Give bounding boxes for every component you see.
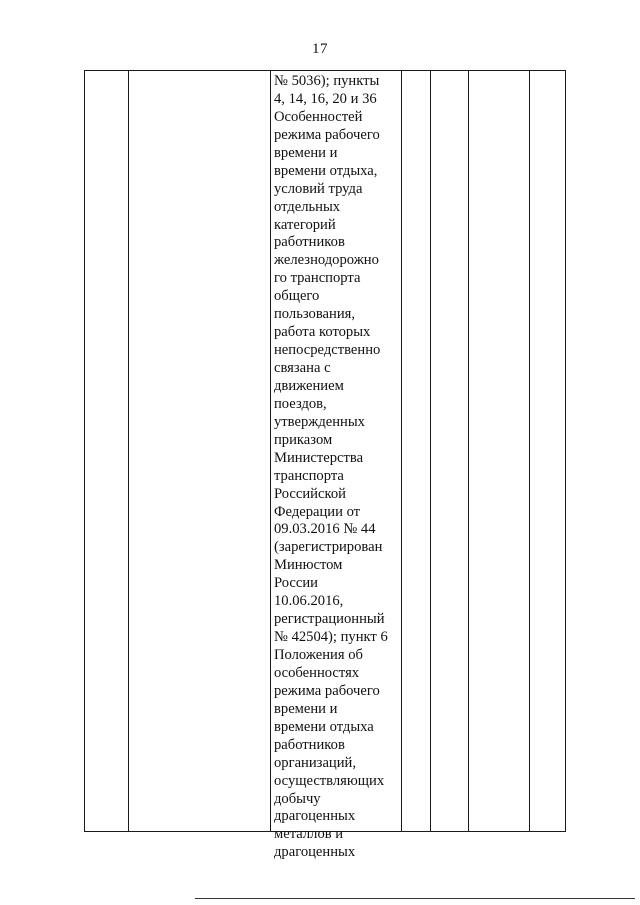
cell-text-line: связана с <box>274 360 331 376</box>
cell-text-line: работников <box>274 736 345 753</box>
cell-text-line: работа которых <box>274 324 371 341</box>
cell-text-line: драгоценных <box>274 844 356 861</box>
cell-text-line: пользования, <box>274 306 355 323</box>
cell-text-line: железнодорожно <box>274 252 379 269</box>
document-table <box>84 70 566 861</box>
cell-text-line: поездов, <box>274 395 327 412</box>
page-number: 17 <box>312 41 328 57</box>
cell-text-line: Положения об <box>274 647 363 663</box>
page-bottom-rule <box>195 898 635 899</box>
column-divider <box>270 71 271 831</box>
cell-text-line: общего <box>274 288 320 305</box>
legal-basis-cell <box>274 73 400 862</box>
cell-text-line: 10.06.2016, <box>274 593 344 610</box>
cell-text-line: приказом <box>274 431 333 448</box>
cell-text-line: регистрационный <box>274 611 385 628</box>
column-divider <box>401 71 402 831</box>
cell-text-line: времени и <box>274 700 338 717</box>
cell-text-line: Министерства <box>274 449 364 466</box>
cell-text-line: осуществляющих <box>274 772 385 789</box>
cell-text-line: работников <box>274 234 345 251</box>
cell-text-line: № 5036); пункты <box>274 73 380 89</box>
column-divider <box>430 71 431 831</box>
cell-text-line: транспорта <box>274 467 344 484</box>
cell-text-line: организаций, <box>274 754 356 771</box>
cell-text-line: утвержденных <box>274 413 365 430</box>
cell-text-line: 09.03.2016 № 44 <box>274 521 376 538</box>
cell-text-line: особенностях <box>274 664 360 681</box>
cell-text-line: (зарегистрирован <box>274 539 383 556</box>
column-divider <box>128 71 129 831</box>
cell-text-line: добычу <box>274 790 321 807</box>
cell-text-line: времени и <box>274 144 338 161</box>
cell-text-line: России <box>274 575 318 592</box>
cell-text-line: Федерации от <box>274 503 361 520</box>
cell-text-line: № 42504); пункт 6 <box>274 629 388 646</box>
cell-text-line: условий труда <box>274 180 363 197</box>
cell-text-line: Особенностей <box>274 108 363 125</box>
cell-text-line: Минюстом <box>274 557 343 574</box>
cell-text-line: отдельных <box>274 198 341 215</box>
cell-text-line: металлов и <box>274 826 344 843</box>
cell-text-line: го транспорта <box>274 270 361 287</box>
column-divider <box>468 71 469 831</box>
cell-text-line: Российской <box>274 485 346 502</box>
cell-text-line: движением <box>274 377 344 394</box>
cell-text-line: непосредственно <box>274 342 381 359</box>
cell-text-line: режима рабочего <box>274 126 380 143</box>
cell-text-line: категорий <box>274 216 336 233</box>
column-divider <box>529 71 530 831</box>
cell-text-line: драгоценных <box>274 808 356 825</box>
cell-text-line: времени отдыха <box>274 718 374 735</box>
cell-text-line: времени отдыха, <box>274 162 378 179</box>
cell-text-line: режима рабочего <box>274 682 380 699</box>
cell-text-line: 4, 14, 16, 20 и 36 <box>274 90 377 107</box>
